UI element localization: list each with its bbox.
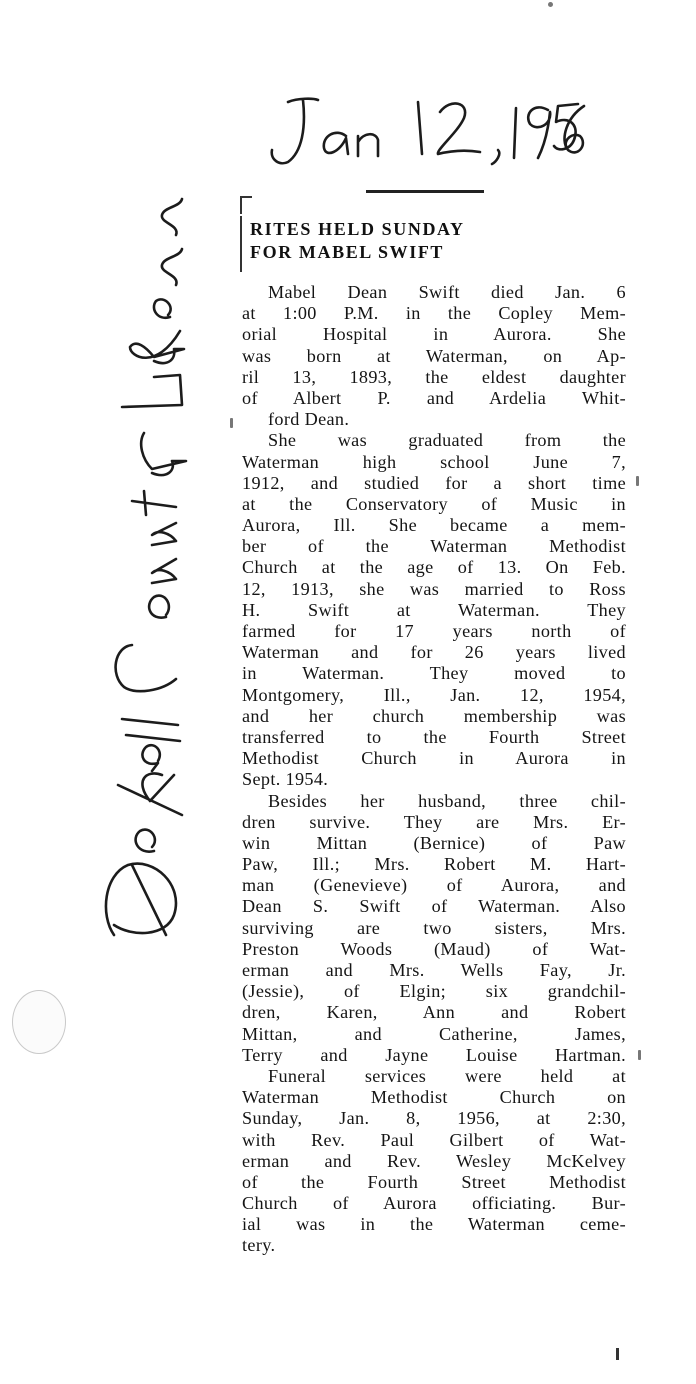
article-line: Mabel Dean Swift died Jan. 6: [268, 282, 626, 302]
article-line: tery.: [242, 1235, 276, 1256]
article-line: in Waterman. They moved to: [242, 663, 626, 684]
article-line: at 1:00 P.M. in the Copley Mem-: [242, 303, 626, 324]
article-line: Church at the age of 13. On Feb.: [242, 557, 626, 578]
article-line: ford Dean.: [268, 409, 350, 430]
article-line: ial was in the Waterman ceme-: [242, 1214, 626, 1235]
scan-speck: [548, 2, 553, 7]
headline-line: RITES HELD SUNDAY: [250, 219, 465, 239]
scan-speck: [636, 476, 639, 486]
headline-line: FOR MABEL SWIFT: [250, 242, 445, 262]
handwritten-source: [92, 175, 202, 955]
article-line: Methodist Church in Aurora in: [242, 748, 626, 769]
article-line: dren survive. They are Mrs. Er-: [242, 811, 626, 832]
handwritten-date: [258, 88, 588, 178]
article-line: farmed for 17 years north of: [242, 621, 626, 641]
article-line: Dean S. Swift of Waterman. Also: [242, 896, 626, 917]
article-line: erman and Rev. Wesley McKelvey: [242, 1150, 626, 1171]
article-line: Waterman and for 26 years lived: [242, 642, 626, 663]
article-line: and her church membership was: [242, 705, 626, 726]
article-line: dren, Karen, Ann and Robert: [242, 1002, 626, 1023]
article-line: man (Genevieve) of Aurora, and: [242, 875, 626, 896]
article-line: ril 13, 1893, the eldest daughter: [242, 366, 626, 387]
article-line: win Mittan (Bernice) of Paw: [242, 832, 626, 853]
article-line: Sunday, Jan. 8, 1956, at 2:30,: [242, 1108, 626, 1129]
punch-hole: [12, 990, 66, 1054]
scan-speck: [616, 1348, 619, 1360]
article-line: Besides her husband, three chil-: [268, 790, 626, 811]
article-line: 12, 1913, she was married to Ross: [242, 578, 626, 599]
scan-speck: [230, 418, 233, 428]
article-line: Preston Woods (Maud) of Wat-: [242, 938, 626, 959]
article-line: orial Hospital in Aurora. She: [242, 324, 626, 345]
article-line: Waterman Methodist Church on: [242, 1087, 626, 1108]
article-line: Aurora, Ill. She became a mem-: [242, 515, 626, 536]
article-headline: [250, 218, 620, 264]
article-line: 1912, and studied for a short time: [242, 472, 626, 493]
article-body: [242, 282, 626, 1257]
article-line: She was graduated from the: [268, 430, 626, 451]
article-line: with Rev. Paul Gilbert of Wat-: [242, 1129, 626, 1150]
article-line: of the Fourth Street Methodist: [242, 1171, 626, 1192]
article-line: Waterman high school June 7,: [242, 451, 626, 472]
article-line: Mittan, and Catherine, James,: [242, 1023, 626, 1044]
article-line: was born at Waterman, on Ap-: [242, 345, 626, 366]
article-line: Sept. 1954.: [242, 769, 329, 790]
scan-speck: [638, 1050, 641, 1060]
column-left-rule: [240, 216, 242, 272]
article-line: Terry and Jayne Louise Hartman.: [242, 1044, 626, 1065]
article-line: Montgomery, Ill., Jan. 12, 1954,: [242, 684, 626, 705]
article-line: transferred to the Fourth Street: [242, 726, 626, 747]
article-line: Paw, Ill.; Mrs. Robert M. Hart-: [242, 854, 626, 875]
article-line: surviving are two sisters, Mrs.: [242, 917, 626, 938]
article-line: of Albert P. and Ardelia Whit-: [242, 387, 626, 408]
article-line: H. Swift at Waterman. They: [242, 599, 626, 620]
article-line: Funeral services were held at: [268, 1065, 626, 1086]
clipping-corner-mark: [240, 196, 252, 214]
article-line: ber of the Waterman Methodist: [242, 536, 626, 557]
column-top-rule: [366, 190, 484, 193]
article-line: (Jessie), of Elgin; six grandchil-: [242, 981, 626, 1002]
article-line: at the Conservatory of Music in: [242, 493, 626, 514]
article-line: erman and Mrs. Wells Fay, Jr.: [242, 960, 626, 980]
article-line: Church of Aurora officiating. Bur-: [242, 1193, 626, 1214]
